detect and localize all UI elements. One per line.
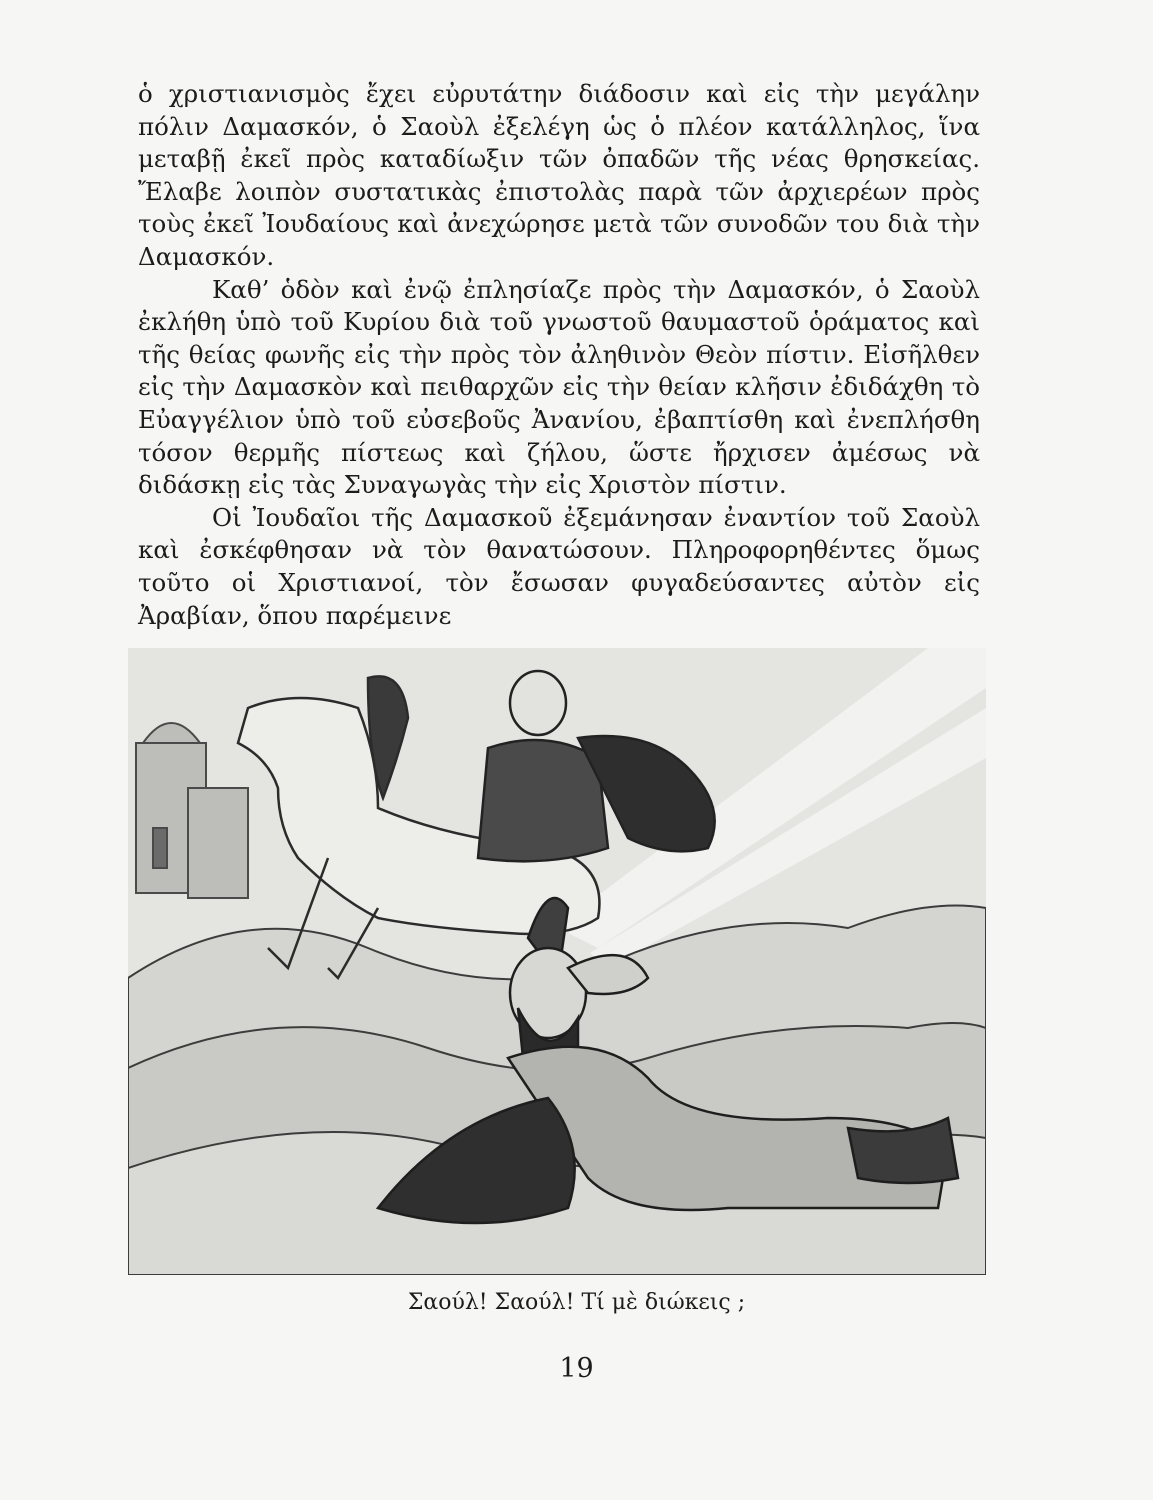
paragraph-1: ὁ χριστιανισμὸς ἔχει εὐρυτάτην διάδοσιν καὶ εἰς τὴν μεγάλην πόλιν Δαμασκόν, ὁ Σαοὺλ ἐξελέγη ὡς ὁ πλέον κατάλληλος, ἵνα μεταβῇ ἐκεῖ πρὸς καταδίωξιν τῶν ὀπαδῶν τῆς νέας θρησκείας. Ἔλαβε λοιπὸν συστατικὰς ἐπιστολὰς παρὰ τῶν ἀρχιερέων πρὸς τοὺς ἐκεῖ Ἰουδαίους καὶ ἀνεχώρησε μετὰ τῶν συνοδῶν του διὰ τὴν Δαμασκόν. [138,79,980,271]
conversion-of-saul-illustration [128,648,986,1275]
illustration-drawing [128,648,986,1275]
page-number: 19 [559,1353,594,1384]
paragraph-2: Καθ’ ὁδὸν καὶ ἐνῷ ἐπλησίαζε πρὸς τὴν Δαμασκόν, ὁ Σαοὺλ ἐκλήθη ὑπὸ τοῦ Κυρίου διὰ τοῦ γνωστοῦ θαυμαστοῦ ὁράματος καὶ τῆς θείας φωνῆς εἰς τὴν πρὸς τὸν ἀληθινὸν Θεὸν πίστιν. Εἰσῆλθεν εἰς τὴν Δαμασκὸν καὶ πειθαρχῶν εἰς τὴν θείαν κλῆσιν ἐδιδάχθη τὸ Εὐαγγέλιον ὑπὸ τοῦ εὐσεβοῦς Ἀνανίου, ἐβαπτίσθη καὶ ἐνεπλήσθη τόσον θερμῆς πίστεως καὶ ζήλου, ὥστε ἤρχισεν ἀμέσως νὰ διδάσκῃ εἰς τὰς Συναγωγὰς τὴν εἰς Χριστὸν πίστιν. [138,274,980,500]
paragraph-3: Οἱ Ἰουδαῖοι τῆς Δαμασκοῦ ἐξεμάνησαν ἐναντίον τοῦ Σαοὺλ καὶ ἐσκέφθησαν νὰ τὸν θανατώσουν. Πληροφορηθέντες ὅμως τοῦτο οἱ Χριστιανοί, τὸν ἔσωσαν φυγαδεύσαντες αὐτὸν εἰς Ἀραβίαν, ὅπου παρέμεινε [138,502,980,630]
body-text [138,78,980,632]
illustration-caption: Σαούλ! Σαούλ! Τί μὲ διώκεις ; [407,1290,746,1315]
